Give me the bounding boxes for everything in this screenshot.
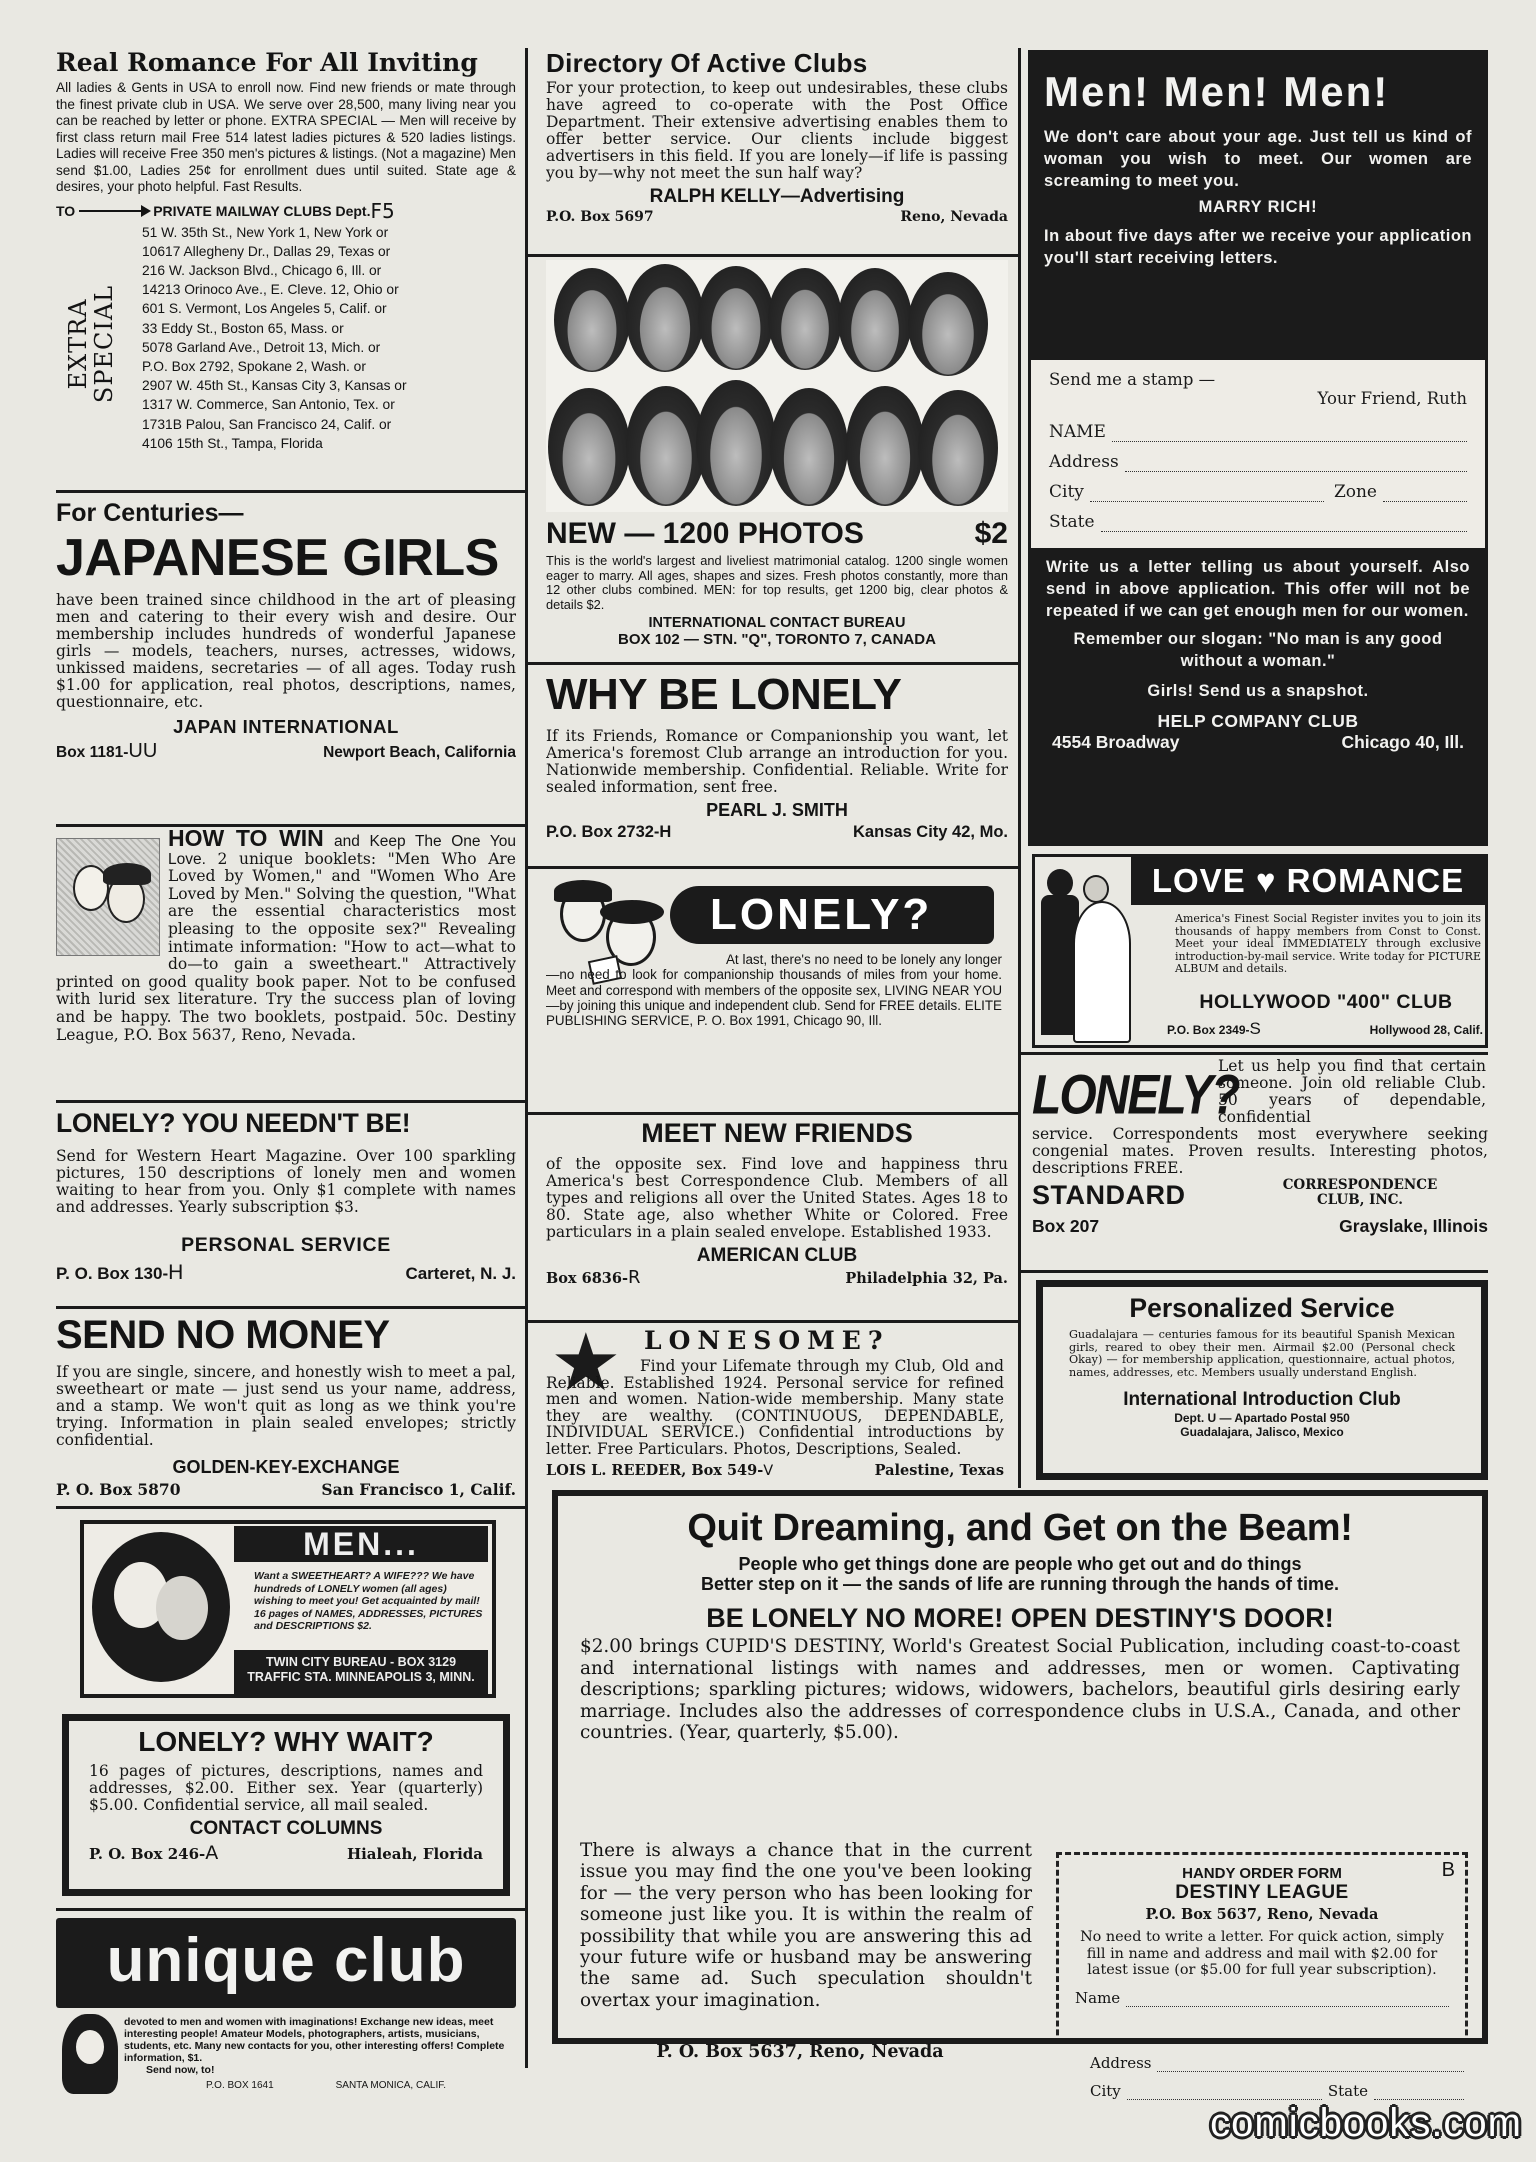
extra-special-label: EXTRA SPECIAL (64, 284, 118, 403)
ad-men-men-footer (1028, 548, 1488, 846)
ad-body: America's Finest Social Register invites you to join its thousands of happy members from Const to Const. Meet your ideal IMMEDIATELY through exclusive introduction-by-mail service. Write today for PICTURE ALBUM and details. (1175, 912, 1481, 975)
ad-quit-dreaming (552, 1490, 1488, 2044)
order-state-label: State (1327, 2082, 1368, 2100)
box-number: P. O. Box 130- (56, 1264, 169, 1283)
city: Hollywood 28, Calif. (1369, 1023, 1483, 1037)
send-now: Send now, to! (146, 2064, 215, 2076)
ad-org: STANDARD (1032, 1180, 1186, 1210)
ad-1200-photos (546, 260, 1008, 660)
ad-title: MEN... (234, 1526, 488, 1562)
ad-body: Send for Western Heart Magazine. Over 100 sparkling pictures, 150 descriptions of lonely men and women waiting to hear from you. Only $1 complete with names and addresses. Yearly subscription $3. (56, 1147, 516, 1216)
ad-title: Directory Of Active Clubs (546, 48, 868, 78)
ad-body: All ladies & Gents in USA to enroll now. Find new friends or mate through the finest private club in USA. We serve over 28,500, many living near you can be reached by letter or phone. EXTRA SPECIAL — Men will receive by first class return mail Free 514 latest ladies pictures & 520 ladies listings. Ladies will receive Free 350 men's pictures & listings. (Not a magazine) Men send $1.00, Ladies 25¢ for enrollment dues until suited. State age & desires, your photo helpful. Fast Results. (56, 80, 516, 194)
divider (528, 1320, 1018, 1323)
city: Philadelphia 32, Pa. (845, 1270, 1008, 1287)
ad-personalized-service (1036, 1280, 1488, 1480)
address-line: 5078 Garland Ave., Detroit 13, Mich. or (142, 339, 381, 355)
girls-line: Girls! Send us a snapshot. (1147, 682, 1369, 700)
address-line: 4106 15th St., Tampa, Florida (142, 435, 323, 451)
city: Hialeah, Florida (346, 1845, 483, 1863)
address-line: P.O. Box 2792, Spokane 2, Wash. or (142, 358, 366, 374)
ad-body: There is always a chance that in the current issue you may find the one you've been looking for — the very person who has been looking for someone just like you. It is within the realm of possibility that while you are answering this ad your future wife or husband may be answering the same ad. Such speculation shouldn't overtax your imagination. (580, 1840, 1032, 2011)
city: Reno, Nevada (900, 209, 1008, 225)
ad-body: of the opposite sex. Find love and happiness thru America's best Correspondence Club. Members of all types and religions all over the United States. Ages 18 to 80. State age, also whether White or Colored. Free particulars in a plain sealed envelope. Established 1933. (546, 1155, 1008, 1241)
ad-men-twin-city (80, 1520, 496, 1698)
ad-body: At last, there's no need to be lonely any longer—no need to look for companionship thousands of miles from your home. Meet and correspond with members of the opposite sex, LIVING NEAR YOU—by joining this unique and independent club. Send for FREE details. ELITE PUBLISHING SERVICE, P. O. Box 1991, Chicago 90, Ill. (546, 952, 1002, 1029)
box-number: Box 1181- (56, 744, 129, 761)
box-number: Box 207 (1032, 1216, 1100, 1236)
state-field[interactable] (1101, 517, 1467, 532)
ad-footer: TRAFFIC STA. MINNEAPOLIS 3, MINN. (247, 1670, 475, 1684)
watermark-logo: comicbooks.com (1210, 2101, 1522, 2145)
column-rule (525, 48, 528, 2068)
ad-title: HOW TO WIN (168, 830, 324, 851)
address-line: 2907 W. 45th St., Kansas City 3, Kansas or (142, 378, 407, 394)
ad-body: Guadalajara — centuries famous for its beautiful Spanish Mexican girls, reared to obey their men. Airmail $2.00 (Personal check Okay) — for membership application, questionnaire, actual photos, names, addresses, etc. Members usually understand English. (1069, 1328, 1455, 1379)
classified-page (56, 48, 1488, 2102)
ad-title: NEW — 1200 PHOTOS (546, 517, 864, 550)
box-number: P.O. BOX 1641 (206, 2080, 274, 2091)
ad-title: MEET NEW FRIENDS (641, 1118, 913, 1148)
divider (528, 254, 1018, 257)
address-line: 601 S. Vermont, Los Angeles 5, Calif. or (142, 301, 387, 317)
divider (1018, 1052, 1488, 1055)
slogan: Remember our slogan: "No man is any good without a woman." (1073, 630, 1443, 670)
order-address-label: Address (1090, 2054, 1152, 2072)
city: Newport Beach, California (323, 744, 516, 761)
ad-why-be-lonely (546, 668, 1008, 868)
footer-name: LOIS L. REEDER, Box 549- (546, 1462, 764, 1479)
couple-illustration (56, 838, 160, 956)
city: Guadalajara, Jalisco, Mexico (1180, 1425, 1344, 1440)
box-number: P. O. Box 5870 (56, 1480, 181, 1499)
ad-title: LONELY? WHY WAIT? (138, 1726, 434, 1757)
ad-org: GOLDEN-KEY-EXCHANGE (172, 1457, 400, 1477)
city: Kansas City 42, Mo. (853, 823, 1008, 841)
stamp-label: Send me a stamp — (1049, 370, 1216, 389)
ad-meet-new-friends (546, 1116, 1008, 1320)
order-body: No need to write a letter. For quick action, simply fill in name and address and mail with $2.00 for latest issue (or $5.00 for full year subscription). (1080, 1929, 1444, 1978)
ad-how-to-win (56, 830, 516, 1100)
city-field[interactable] (1090, 487, 1324, 502)
address-line: 14213 Orinoco Ave., E. Cleve. 12, Ohio or (142, 282, 399, 298)
ad-title: Real Romance For All Inviting (56, 48, 478, 77)
ad-why-wait (62, 1714, 510, 1896)
city: SANTA MONICA, CALIF. (335, 2080, 446, 2091)
ad-org: PERSONAL SERVICE (181, 1234, 391, 1256)
ad-footer: TWIN CITY BUREAU - BOX 3129 (265, 1655, 457, 1669)
box-number: P.O. Box 2349- (1167, 1023, 1250, 1037)
ad-send-no-money (56, 1312, 516, 1508)
ad-org: HOLLYWOOD "400" CLUB (1199, 991, 1453, 1013)
ad-directory (546, 48, 1008, 252)
ad-body: have been trained since childhood in the art of pleasing men and catering to their every wish and desire. Our membership includes hundreds of wonderful Japanese girls — models, teachers, nurses, actresses, widows, unkissed maidens, secretaries — of all ages. Today rush $1.00 for application, real photos, descriptions, names, questionnaire, etc. (56, 591, 516, 711)
ad-body: Let us help you find that certain someone. Join old reliable Club. 50 years of dependable, confidential (1218, 1058, 1486, 1126)
ad-japanese-girls (56, 496, 516, 824)
to-label: TO (56, 202, 76, 219)
ad-org: HELP COMPANY CLUB (1157, 711, 1359, 731)
dept: Dept. U — Apartado Postal 950 (1174, 1411, 1350, 1426)
city: Palestine, Texas (874, 1462, 1004, 1479)
ad-body: Write us a letter telling us about yourself. Also send in above application. This offer will not be repeated if we can get enough men for our women. (1046, 558, 1470, 620)
box-code: R (628, 1267, 641, 1288)
ad-pretitle: For Centuries— (56, 499, 244, 527)
ad-title: LONELY? (710, 890, 933, 939)
divider (56, 1306, 525, 1309)
marry-rich: MARRY RICH! (1198, 198, 1318, 216)
ad-org: AMERICAN CLUB (696, 1245, 858, 1266)
ad-title: Quit Dreaming, and Get on the Beam! (687, 1507, 1353, 1549)
zone-label: Zone (1333, 482, 1377, 502)
box-number: P. O. Box 246- (89, 1845, 206, 1863)
signature: Your Friend, Ruth (1317, 389, 1467, 408)
ad-title: LONELY? YOU NEEDN'T BE! (56, 1108, 411, 1138)
ad-lonely-elite (546, 872, 1008, 1112)
ad-love-romance (1032, 854, 1488, 1048)
ad-org: International Introduction Club (1123, 1389, 1401, 1411)
price: $2 (974, 517, 1008, 550)
ad-subtitle: Better step on it — the sands of life are running through the hands of time. (700, 1574, 1340, 1594)
address-line: 1317 W. Commerce, San Antonio, Tex. or (142, 397, 395, 413)
ad-headline: BE LONELY NO MORE! OPEN DESTINY'S DOOR! (706, 1603, 1334, 1633)
ad-title: Men! Men! Men! (1044, 68, 1390, 115)
box-number: P.O. Box 5697 (546, 209, 654, 225)
zone-field[interactable] (1383, 487, 1467, 502)
lonely-logo: LONELY? (1032, 1065, 1239, 1127)
box-code: H (168, 1261, 184, 1284)
ad-unique-club (56, 1918, 516, 2098)
divider (56, 824, 525, 827)
woman-silhouette (62, 2014, 118, 2094)
address-line: 10617 Allegheny Dr., Dallas 29, Texas or (142, 243, 391, 259)
order-city-label: City (1090, 2082, 1121, 2100)
order-org: DESTINY LEAGUE (1175, 1882, 1349, 1903)
ad-body: 16 pages of pictures, descriptions, names and addresses, $2.00. Either sex. Year (quarterly) $5.00. Confidential service, all mail sealed. (89, 1762, 483, 1814)
city: Chicago 40, Ill. (1341, 732, 1464, 752)
address: 4554 Broadway (1052, 732, 1180, 752)
divider (56, 1908, 525, 1911)
order-name-field[interactable] (1126, 1992, 1449, 2007)
ad-org: JAPAN INTERNATIONAL (173, 716, 399, 737)
box-number: Box 6836- (546, 1270, 628, 1287)
ad-title: SEND NO MONEY (56, 1313, 390, 1357)
city-label: City (1049, 482, 1084, 502)
address-label: Address (1049, 452, 1119, 472)
star-icon: ★ (550, 1326, 622, 1407)
divider (528, 1112, 1018, 1115)
ad-subtitle: and Keep The One You Love. (168, 833, 516, 868)
order-code: B (1441, 1859, 1455, 1881)
arrow-icon (79, 210, 149, 212)
title-banner: LOVE ♥ ROMANCE (1131, 857, 1485, 905)
ad-body: devoted to men and women with imaginations! Exchange new ideas, meet interesting people! Amateur Models, photographers, artists, musicians, students, etc. Many new contacts for you, other interesting offers! Complete information, $1. (124, 2016, 505, 2064)
divider (56, 1100, 525, 1103)
address-line: 33 Eddy St., Boston 65, Mass. or (142, 320, 344, 336)
women-photo-collage (546, 260, 1008, 512)
divider (56, 1506, 525, 1509)
dept-code: F5 (370, 198, 395, 223)
ad-body: This is the world's largest and liveliest matrimonial catalog. 1200 single women eager to marry. All ages, shapes and sizes. Fresh photos constantly, more than 12 other clubs combined. MEN: for top results, get 1200 big, clear photos & details $2. (546, 553, 1008, 612)
ad-org: CONTACT COLUMNS (189, 1818, 383, 1839)
ad-title: Personalized Service (1129, 1293, 1395, 1323)
kissing-couple-illustration (92, 1532, 230, 1682)
box-code: A (205, 1842, 219, 1864)
order-city-field[interactable] (1127, 2085, 1322, 2100)
ad-body: Find your Lifemate through my Club, Old and Reliable. Established 1924. Personal service for refined men and women. Nation-wide membership. Many state they are wealthy. (CONTINUOUS, DEPENDABLE, INDIVIDUAL SERVICE.) Confidential introductions by letter. Free Particulars. Photos, Descriptions, Sealed. (546, 1357, 1004, 1458)
ad-body: In about five days after we receive your application you'll start receiving letters. (1044, 227, 1472, 267)
ad-lonesome (546, 1326, 1008, 1488)
address-line: 1731B Palou, San Francisco 24, Calif. or (142, 416, 392, 432)
ad-title: LONESOME? (644, 1326, 890, 1355)
ad-body: $2.00 brings CUPID'S DESTINY, World's Greatest Social Publication, including coast-to-coast and international listings with names and addresses, men or women. Captivating descriptions; sparkling pictures; widows, widowers, bachelors, beautiful girls desiring early marriage. Includes also the addresses of correspondence clubs in U.S.A., Canada, and other countries. (Year, quarterly, $5.00). (580, 1636, 1460, 1743)
box-number: P.O. Box 2732-H (546, 823, 672, 841)
ad-org-sub: CLUB, INC. (1317, 1192, 1403, 1208)
name-label: NAME (1049, 422, 1106, 442)
ad-body: service. Correspondents most everywhere seeking congenial mates. Proven results. Interesting photos, descriptions FREE. (1032, 1125, 1488, 1177)
order-state-field[interactable] (1374, 2085, 1464, 2100)
divider (56, 490, 525, 493)
address-line: 51 W. 35th St., New York 1, New York or (142, 224, 389, 240)
ad-standard (1032, 1058, 1488, 1274)
ad-org-sub: CORRESPONDENCE (1282, 1177, 1438, 1193)
state-label: State (1049, 512, 1095, 532)
city: Carteret, N. J. (405, 1264, 516, 1283)
box-code: UU (128, 740, 158, 762)
address-list (142, 223, 407, 453)
address-line: 216 W. Jackson Blvd., Chicago 6, Ill. or (142, 262, 382, 278)
ad-title: JAPANESE GIRLS (56, 529, 499, 587)
ad-body: If you are single, sincere, and honestly wish to meet a pal, sweetheart or mate — just send us your name, address, and a stamp. We won't quit as long as we think you're trying. Information in plain sealed envelopes; strictly confidential. (56, 1363, 516, 1449)
ad-org: RALPH KELLY—Advertising (649, 186, 905, 207)
city: San Francisco 1, Calif. (321, 1480, 516, 1499)
name-field[interactable] (1112, 427, 1467, 442)
address-field[interactable] (1125, 457, 1467, 472)
box-code: S (1249, 1019, 1261, 1038)
ad-real-romance (56, 48, 516, 490)
ad-org: INTERNATIONAL CONTACT BUREAU (648, 615, 906, 631)
ad-body: 2 unique booklets: "Men Who Are Loved by Women," and "Women Who Are Loved by Men." Solving the question, "What are the essential characteristics most pleasing to the opposite sex?" Revealing intimate information: "How to act—what to do—to gain a sweetheart." Attractively printed on good quality book paper. Not to be confused with lurid sex literature. Try the success plan of loving and be happy. The two booklets, postpaid. 50c. Destiny League, P.O. Box 5637, Reno, Nevada. (56, 849, 516, 1044)
dept-label: PRIVATE MAILWAY CLUBS Dept. (153, 202, 371, 219)
ad-title: unique club (56, 1918, 516, 2008)
ad-body: For your protection, to keep out undesirables, these clubs have agreed to co-operate with the Post Office Department. Their extensive advertising enables them to offer better service. Our clients include biggest advertisers in this field. If you are lonely—if life is passing you by—why not meet the sun half way? (546, 79, 1008, 182)
lonely-banner (670, 886, 994, 944)
address: BOX 102 — STN. "Q", TORONTO 7, CANADA (618, 631, 936, 648)
destiny-address: P. O. Box 5637, Reno, Nevada (656, 2042, 944, 2062)
ad-title: WHY BE LONELY (546, 670, 902, 719)
order-address-field[interactable] (1157, 2057, 1464, 2072)
ad-body: If its Friends, Romance or Companionship you want, let America's foremost Club arrange an introduction for you. Nationwide membership. Confidential. Reliable. Write for sealed information, sent free. (546, 727, 1008, 796)
ad-body: Want a SWEETHEART? A WIFE??? We have hundreds of LONELY women (all ages) wishing to meet you! Get acquainted by mail! 16 pages of NAMES, ADDRESSES, PICTURES and DESCRIPTIONS $2. (254, 1570, 483, 1632)
order-form (1056, 1852, 1468, 2044)
order-form-title: HANDY ORDER FORM (1182, 1865, 1342, 1882)
city: Grayslake, Illinois (1339, 1216, 1488, 1236)
wedding-couple-illustration (1039, 861, 1133, 1043)
order-address: P.O. Box 5637, Reno, Nevada (1145, 1906, 1379, 1923)
ad-body: We don't care about your age. Just tell us kind of woman you wish to meet. Our women are screaming to meet you. (1044, 128, 1472, 190)
ad-lonely-neednt (56, 1106, 516, 1306)
divider (1018, 1270, 1488, 1273)
box-code: V (763, 1463, 774, 1479)
order-name-label: Name (1075, 1988, 1121, 2007)
divider (528, 662, 1018, 665)
ad-subtitle: People who get things done are people who get out and do things (738, 1554, 1302, 1574)
divider (528, 866, 1018, 869)
ad-org: PEARL J. SMITH (706, 800, 848, 820)
